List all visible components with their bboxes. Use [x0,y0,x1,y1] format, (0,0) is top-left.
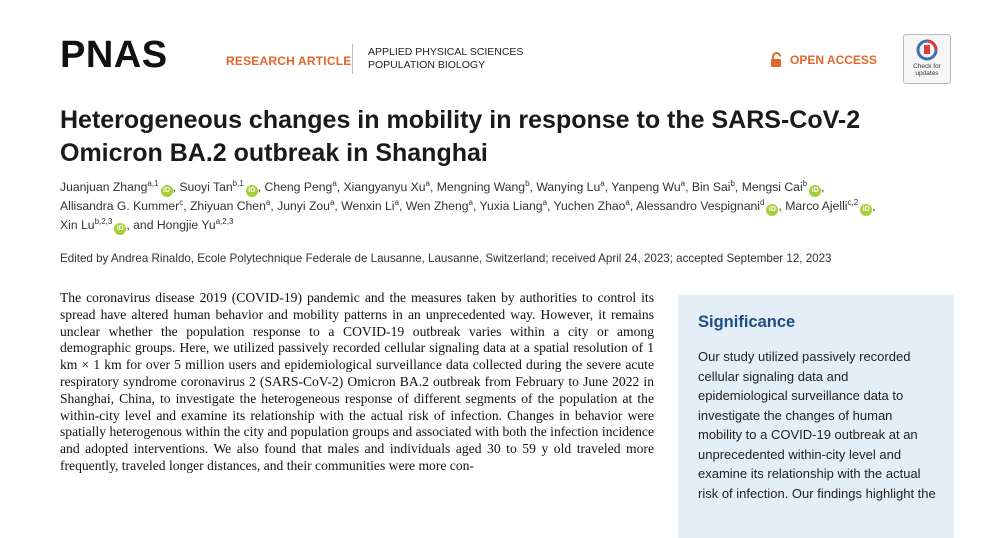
open-lock-icon [770,52,784,68]
author-name-text: Wanying Lu [536,180,601,194]
author-name[interactable] [611,180,685,194]
author-name-text: Junyi Zou [277,199,330,213]
author-name-text: Cheng Peng [264,180,333,194]
author-affiliation-marker: b [525,178,530,188]
author-affiliation-marker: a,2,3 [215,216,234,226]
author-name-text: Suoyi Tan [179,180,233,194]
author-name-text: Yuchen Zhao [553,199,626,213]
open-access-label: OPEN ACCESS [790,53,877,67]
author-name-text: Hongjie Yu [156,218,216,232]
author-name[interactable] [344,180,430,194]
editorial-info: Edited by Andrea Rinaldo, Ecole Polytechnique Federale de Lausanne, Lausanne, Switzerland; received April 24, 2023; accepted September 12, 2023 [60,252,832,265]
check-for-updates-label: Check for updates [913,63,941,77]
author-name[interactable] [265,180,337,194]
orcid-icon[interactable]: iD [246,185,258,197]
author-name[interactable] [157,218,234,232]
author-name-text: Marco Ajelli [785,199,848,213]
author-name[interactable] [785,199,872,213]
author-name[interactable] [190,199,270,213]
author-name-text: Mengning Wang [436,180,526,194]
author-name[interactable] [341,199,399,213]
author-name-text: Wen Zheng [405,199,469,213]
author-name[interactable] [406,199,473,213]
author-connector: and [133,218,157,232]
abstract-text: The coronavirus disease 2019 (COVID-19) pandemic and the measures taken by authorities to control its spread have altered human behavior and mobility patterns in an unprecedented way. However, it remains unclear whether the population response to a COVID-19 outbreak varies within a city or among demographic groups. Here, we utilized passively recorded cellular signaling data at a spatial resolution of 1 km × 1 km for over 5 million users and epidemiological surveillance data collected during the severe acute respiratory syndrome coronavirus 2 (SARS-CoV-2) Omicron BA.2 outbreak from February to June 2022 in Shanghai, China, to investigate the heterogeneous response of different segments of the population at the within-city level and examine its relationship with the actual risk of infection. Changes in behavior were spatially heterogenous within the city and population groups and associated with both the infection incidence and adopted interventions. We also found that males and individuals aged 30 to 59 y old traveled more frequently, traveled longer distances, and their communities were more con- [60,290,654,473]
author-list: Juanjuan Zhang$^{a,1}$iD , Suoyi Tan$^{b,1}$iD , Cheng Peng$^a$, Xiangyanyu Xu$^a$, Mengning Wang$^b$, Wanying Lu$^a$, Yanpeng Wu$^a$, Bin Sai$^b$, Mengsi Cai$^b$iD , Allisandra G. Kummer$^c$, Zhiyuan Chen$^a$, Junyi Zou$^a$, Wenxin Li$^a$, Wen Zheng$^a$, Yuxia Liang$^a$, Yuchen Zhao$^a$, Alessandro Vespignani$^d$iD , Marco Ajelli$^{c,2}$iD , Xin Lu$^{b,2,3}$iD , and Hongjie Yu$^{a,2,3}$ [60,178,940,235]
author-affiliation-marker: a [332,178,337,188]
author-name-text: Wenxin Li [341,199,395,213]
significance-text: Our study utilized passively recorded cellular signaling data and epidemiological surveillance data to investigate the changes of human mobility to a COVID-19 outbreak at an unprecedented within-city level and examine its relationship with the actual risk of infection. Our findings highlight the [698,349,936,501]
subject-sections [368,46,523,72]
orcid-icon[interactable]: iD [809,185,821,197]
open-access-badge[interactable] [770,52,877,68]
section-applied-physical-sciences[interactable]: APPLIED PHYSICAL SCIENCES [368,46,524,58]
author-affiliation-marker: a [600,178,605,188]
author-affiliation-marker: a [542,197,548,207]
author-name[interactable] [480,199,547,213]
author-name-text: Yanpeng Wu [611,180,681,194]
author-affiliation-marker: b [730,178,735,188]
author-affiliation-marker: d [759,197,765,207]
author-name-text: Zhiyuan Chen [189,199,266,213]
author-name[interactable] [742,180,821,194]
significance-box [678,295,954,538]
article-type-label[interactable]: RESEARCH ARTICLE [226,54,352,68]
author-name[interactable] [636,199,778,213]
author-affiliation-marker: a [425,178,430,188]
author-name-text: Juanjuan Zhang [60,180,148,194]
author-name-text: Xin Lu [60,218,95,232]
author-name[interactable] [60,180,173,194]
header-divider [352,44,353,74]
author-name[interactable] [554,199,630,213]
author-name[interactable] [60,199,183,213]
significance-title: Significance [698,313,796,331]
crossmark-icon [916,39,938,61]
author-name[interactable] [692,180,735,194]
author-affiliation-marker: a [680,178,686,188]
author-affiliation-marker: a [468,197,473,207]
orcid-icon[interactable]: iD [860,204,872,216]
author-affiliation-marker: a [394,197,399,207]
author-name[interactable] [60,218,126,232]
check-for-updates-button[interactable] [903,34,951,84]
author-name[interactable] [277,199,334,213]
journal-logo[interactable]: PNAS [60,34,168,76]
author-name[interactable] [536,180,604,194]
author-name-text: Xiangyanyu Xu [343,180,426,194]
article-title: Heterogeneous changes in mobility in response to the SARS-CoV-2 Omicron BA.2 outbreak in Shanghai [60,106,861,167]
author-affiliation-marker: a,1 [147,178,159,188]
author-affiliation-marker: b,2,3 [94,216,113,226]
author-affiliation-marker: c [179,197,184,207]
orcid-icon[interactable]: iD [766,204,778,216]
section-population-biology[interactable]: POPULATION BIOLOGY [368,59,486,71]
author-name[interactable] [179,180,257,194]
author-name-text: Alessandro Vespignani [635,199,760,213]
author-name[interactable] [437,180,530,194]
author-name-text: Bin Sai [691,180,731,194]
author-name-text: Allisandra G. Kummer [60,199,180,213]
author-affiliation-marker: a [625,197,630,207]
author-name-text: Mengsi Cai [741,180,803,194]
author-affiliation-marker: a [265,197,271,207]
author-affiliation-marker: b [802,178,808,188]
orcid-icon[interactable]: iD [114,223,126,235]
author-affiliation-marker: b,1 [232,178,244,188]
author-affiliation-marker: c,2 [847,197,859,207]
orcid-icon[interactable]: iD [161,185,173,197]
author-affiliation-marker: a [329,197,335,207]
author-name-text: Yuxia Liang [479,199,543,213]
